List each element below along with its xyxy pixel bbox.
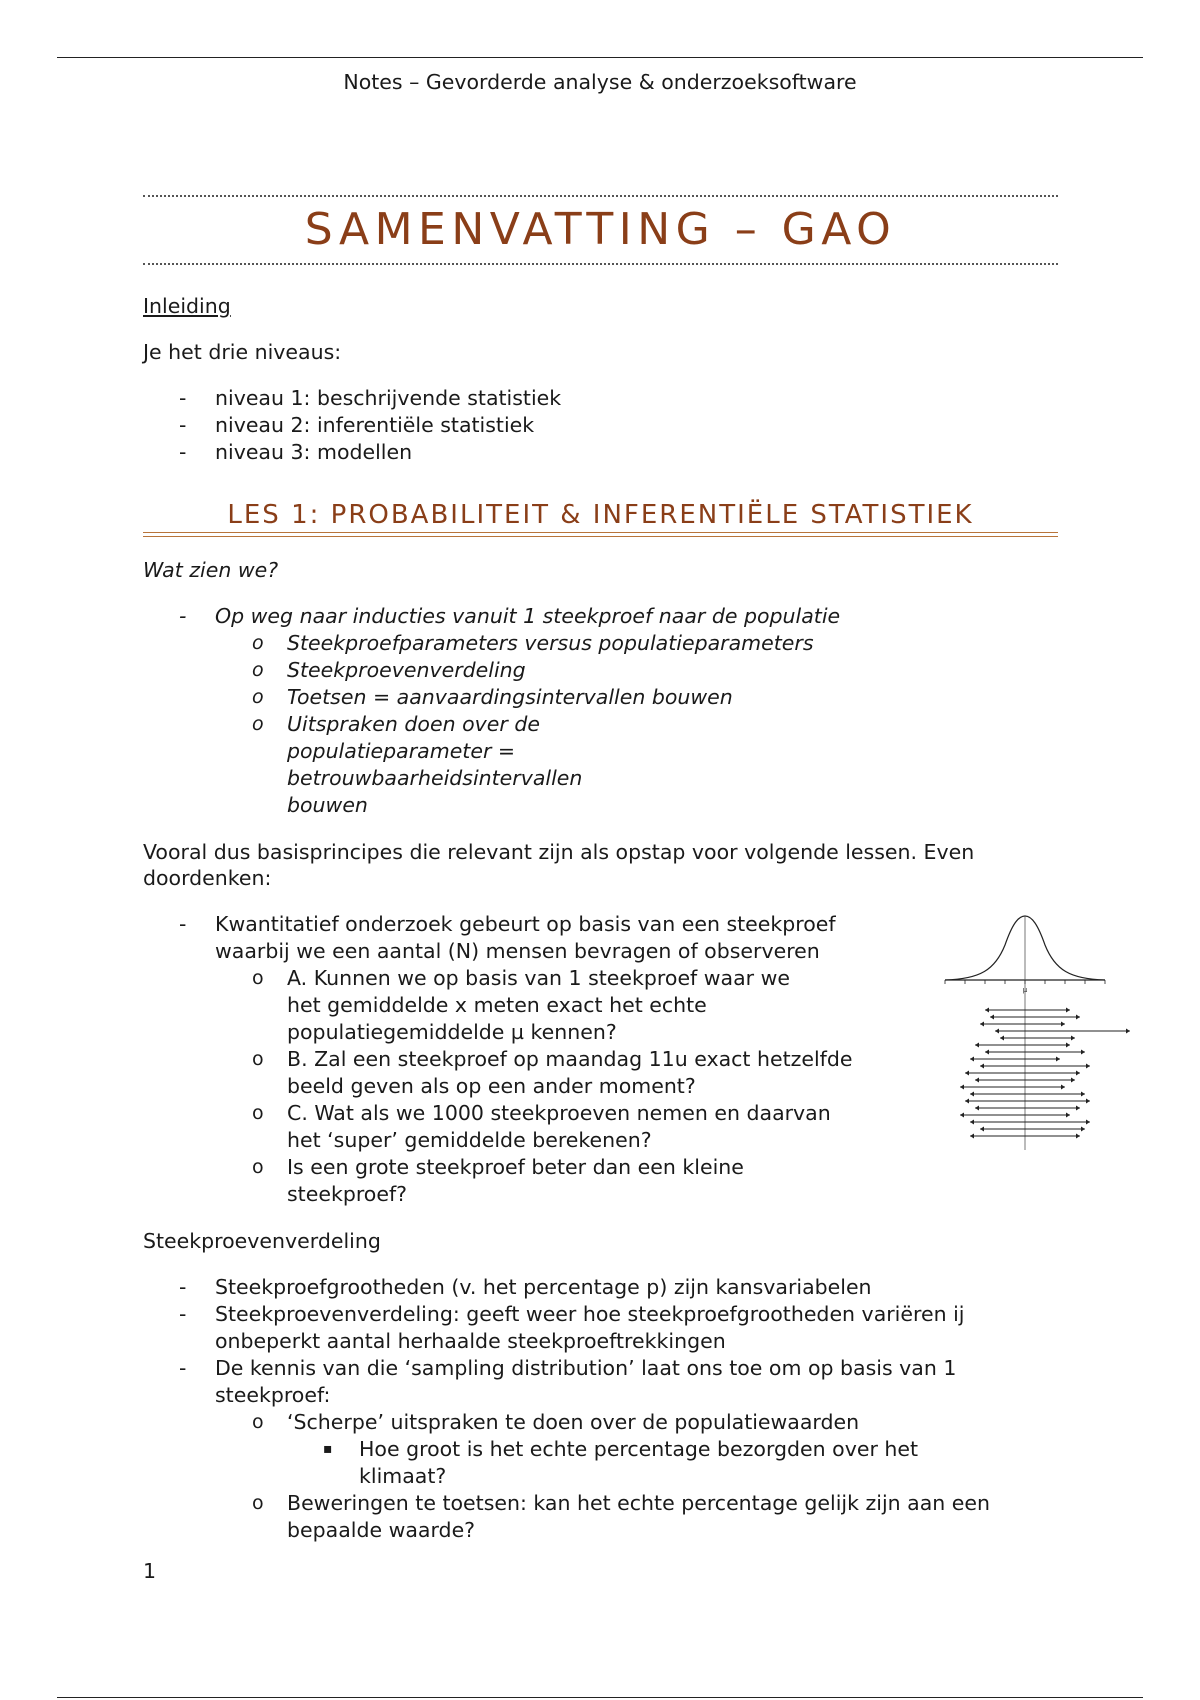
steekproef-list — [143, 1274, 1058, 1544]
overview-list — [143, 603, 1058, 819]
mu-label: µ — [1022, 986, 1028, 994]
list-item: ▪ Hoe groot is het echte percentage bezorgden over het klimaat? — [323, 1437, 919, 1488]
arrow-head — [1076, 1015, 1080, 1020]
arrow-head — [980, 1022, 984, 1027]
arrow-head — [980, 1127, 984, 1132]
vooral-paragraph: Vooral dus basisprincipes die relevant zijn als opstap voor volgende lessen. Even doordenken: — [143, 840, 975, 890]
arrow-head — [1076, 1071, 1080, 1076]
arrow-head — [965, 1099, 969, 1104]
arrow-head — [970, 1057, 974, 1062]
steekproevenverdeling-heading: Steekproevenverdeling — [143, 1229, 381, 1253]
intro-lead: Je het drie niveaus: — [143, 340, 342, 364]
list-item: o Steekproevenverdeling — [252, 658, 526, 682]
arrow-head — [975, 1078, 979, 1083]
list-item: - niveau 2: inferentiële statistiek — [179, 413, 535, 437]
arrow-head — [985, 1050, 989, 1055]
arrow-head — [965, 1071, 969, 1076]
arrow-head — [1061, 1022, 1065, 1027]
arrow-head — [1081, 1092, 1085, 1097]
list-item: o Steekproefparameters versus populatieparameters — [252, 631, 814, 655]
arrow-head — [1066, 1113, 1070, 1118]
arrow-head — [1056, 1057, 1060, 1062]
arrow-head — [1086, 1120, 1090, 1125]
list-item: o Toetsen = aanvaardingsintervallen bouwen — [252, 685, 733, 709]
arrow-head — [960, 1085, 964, 1090]
arrow-head — [985, 1008, 989, 1013]
arrow-head — [1076, 1134, 1080, 1139]
arrow-head — [1066, 1043, 1070, 1048]
arrow-head — [1081, 1050, 1085, 1055]
arrow-head — [960, 1113, 964, 1118]
list-item: o A. Kunnen we op basis van 1 steekproef waar we het gemiddelde x meten exact het echte populatiegemiddelde µ kennen? — [252, 966, 791, 1044]
page-content — [143, 0, 1058, 1584]
arrow-head — [1081, 1127, 1085, 1132]
arrow-head — [975, 1106, 979, 1111]
arrow-head — [1066, 1008, 1070, 1013]
arrow-head — [975, 1043, 979, 1048]
list-item: o Uitspraken doen over de populatieparameter = betrouwbaarheidsintervallen bouwen — [252, 712, 583, 817]
arrow-head — [1071, 1036, 1075, 1041]
footer-rule — [57, 1697, 1143, 1698]
arrow-head — [995, 1029, 999, 1034]
arrow-head — [1086, 1099, 1090, 1104]
arrow-head — [970, 1134, 974, 1139]
arrow-head — [1076, 1106, 1080, 1111]
arrow-head — [970, 1120, 974, 1125]
intro-heading: Inleiding — [143, 294, 231, 318]
arrow-head — [970, 1092, 974, 1097]
list-item: - Op weg naar inducties vanuit 1 steekproef naar de populatie o Steekproefparameters versus populatieparameters o Steekproevenverdeling o Toetsen = aanvaardingsintervallen bouwen o Uitspraken doen over de populatieparameter = betrouwbaarheidsintervallen bouwen — [143, 603, 1058, 819]
arrow-head — [1071, 1078, 1075, 1083]
list-item: - niveau 3: modellen — [179, 440, 413, 464]
arrow-head — [990, 1015, 994, 1020]
running-header: Notes – Gevorderde analyse & onderzoeksoftware — [343, 70, 857, 94]
wat-zien-we: Wat zien we? — [143, 558, 279, 582]
list-item: - De kennis van die ‘sampling distribution’ laat ons toe om op basis van 1 steekproef: o ‘Scherpe’ uitspraken te doen over de populatiewaarden ▪ Hoe groot is het echte percentage bezorgden over het klimaat? o Beweringen te toetsen: kan het echte percentage gelijk zijn aan een bepaalde waarde? — [143, 1355, 1058, 1544]
list-item: o ‘Scherpe’ uitspraken te doen over de populatiewaarden ▪ Hoe groot is het echte percentage bezorgden over het klimaat? — [143, 1409, 1058, 1490]
list-item: - Steekproevenverdeling: geeft weer hoe steekproefgrootheden variëren ij onbeperkt aantal herhaalde steekproeftrekkingen — [179, 1302, 965, 1353]
list-item: - Kwantitatief onderzoek gebeurt op basis van een steekproef waarbij we een aantal (N) mensen bevragen of observeren o A. Kunnen we op basis van 1 steekproef waar we het gemiddelde x meten exact het echte populatiegemiddelde µ kennen? o B. Zal een steekproef op maandag 11u exact hetzelfde beeld geven als op een ander moment? o C. Wat als we 1000 steekproeven nemen en daarvan het ‘super’ gemiddelde berekenen? o Is een grote steekproef beter dan een kleine steekproef? — [143, 911, 903, 1208]
list-item: o C. Wat als we 1000 steekproeven nemen en daarvan het ‘super’ gemiddelde berekenen? — [252, 1101, 831, 1152]
list-item: - Steekproefgrootheden (v. het percentage p) zijn kansvariabelen — [179, 1275, 872, 1299]
list-item: o B. Zal een steekproef op maandag 11u exact hetzelfde beeld geven als op een ander moment? — [252, 1047, 853, 1098]
kwant-list — [143, 911, 903, 1208]
list-item: - niveau 1: beschrijvende statistiek — [179, 386, 562, 410]
arrow-head — [1086, 1064, 1090, 1069]
list-item: o Is een grote steekproef beter dan een kleine steekproef? — [252, 1155, 744, 1206]
list-item: o Beweringen te toetsen: kan het echte percentage gelijk zijn aan een bepaalde waarde? — [252, 1491, 991, 1542]
intro-list — [143, 385, 1058, 466]
arrow-head — [1000, 1036, 1004, 1041]
page-number: 1 — [143, 1559, 157, 1583]
arrow-head — [1126, 1029, 1130, 1034]
lesson-title: LES 1: PROBABILITEIT & INFERENTIËLE STATISTIEK — [227, 500, 974, 530]
sample-arrows — [960, 1008, 1130, 1139]
arrow-head — [1061, 1085, 1065, 1090]
arrow-head — [980, 1064, 984, 1069]
sampling-distribution-figure — [940, 900, 1140, 1160]
page-title: SAMENVATTING – GAO — [304, 204, 897, 255]
